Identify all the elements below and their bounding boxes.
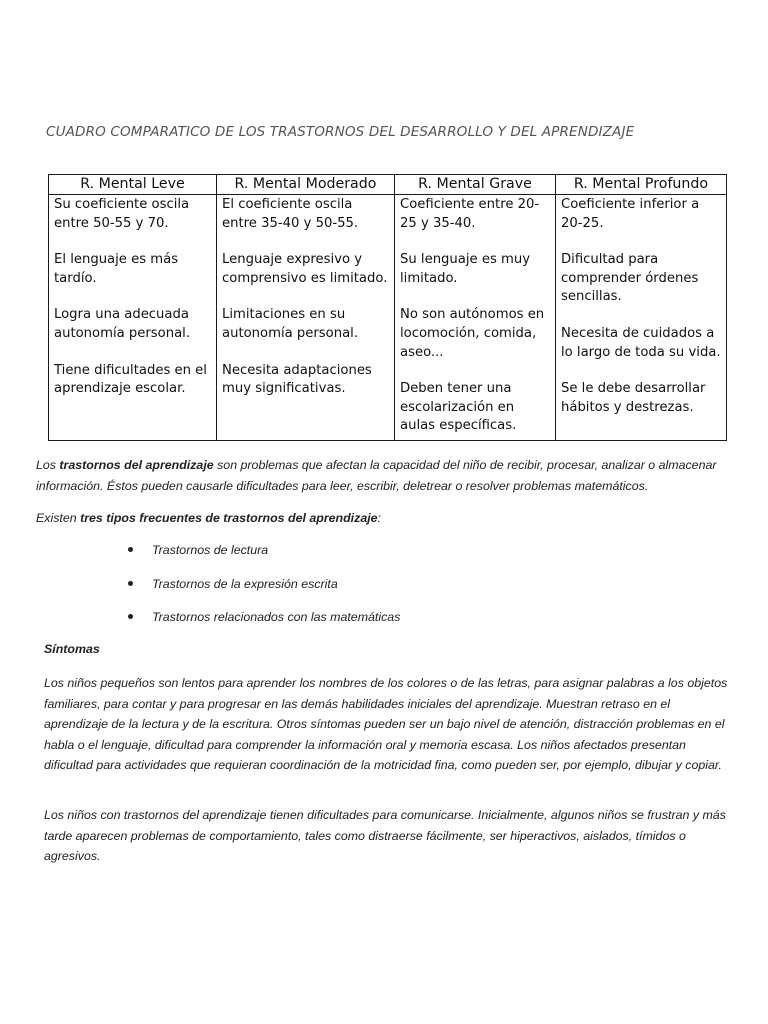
comparison-table: [48, 174, 727, 441]
document-title: CUADRO COMPARATICO DE LOS TRASTORNOS DEL DESARROLLO Y DEL APRENDIZAJE: [46, 124, 635, 140]
header-leve: R. Mental Leve: [49, 175, 217, 195]
header-grave: R. Mental Grave: [395, 175, 556, 195]
symptoms-heading: Síntomas: [44, 642, 100, 656]
bold-term: tres tipos frecuentes de trastornos del aprendizaje: [80, 511, 378, 525]
cell-item: Lenguaje expresivo y comprensivo es limitado.: [222, 252, 388, 286]
cell-item: Su lenguaje es muy limitado.: [400, 252, 531, 286]
table-row: [49, 195, 727, 441]
bullet-icon: [128, 581, 133, 586]
cell-item: Coeficiente entre 20-25 y 35-40.: [400, 197, 540, 231]
types-list: [128, 540, 400, 641]
cell-item: Coeficiente inferior a 20-25.: [561, 197, 700, 231]
cell-item: El lenguaje es más tardío.: [54, 252, 179, 286]
cell-item: Su coeficiente oscila entre 50-55 y 70.: [54, 197, 190, 231]
paragraph-definition: [36, 455, 736, 496]
bullet-icon: [128, 547, 133, 552]
list-item: [128, 574, 400, 608]
cell-leve: [49, 195, 217, 441]
list-item-label: Trastornos de la expresión escrita: [152, 576, 338, 591]
cell-item: Tiene dificultades en el aprendizaje escolar.: [54, 362, 207, 397]
cell-item: Deben tener una escolarización en aulas específicas.: [400, 381, 517, 434]
header-moderado: R. Mental Moderado: [217, 175, 395, 195]
table-header-row: [49, 175, 727, 195]
list-item-label: Trastornos de lectura: [152, 543, 269, 557]
cell-item: Logra una adecuada autonomía personal.: [54, 307, 191, 341]
cell-profundo: [556, 195, 727, 441]
cell-item: No son autónomos en locomoción, comida, aseo...: [400, 307, 545, 360]
bold-term: trastornos del aprendizaje: [59, 458, 214, 472]
text-span: son problemas que afectan la capacidad del niño de recibir, procesar, analizar o almacenar información. Éstos pueden causarle dificultades para leer, escribir, deletrear o resolver problemas matemáticos.: [36, 458, 717, 493]
cell-item: Necesita adaptaciones muy significativas.: [222, 362, 372, 397]
cell-item: Necesita de cuidados a lo largo de toda su vida.: [561, 325, 721, 360]
list-item: [128, 540, 400, 574]
cell-moderado: [217, 195, 395, 441]
text-span: Los: [36, 458, 60, 472]
cell-item: El coeficiente oscila entre 35-40 y 50-55.: [222, 197, 359, 231]
bullet-icon: [128, 614, 133, 619]
header-profundo: R. Mental Profundo: [556, 175, 727, 195]
paragraph-types-intro: [36, 508, 736, 529]
text-span: :: [377, 511, 381, 525]
paragraph-symptoms: Los niños pequeños son lentos para aprender los nombres de los colores o de las letras, para asignar palabras a los objetos familiares, para contar y para progresar en las demás habilidades iniciales del aprendizaje. Muestran retraso en el aprendizaje de la lectura y de la escritura. Otros síntomas pueden ser un bajo nivel de atención, distracción problemas en el habla o el lenguaje, dificultad para comprender la información oral y memoria escasa. Los niños afectados presentan dificultad para actividades que requieran coordinación de la motricidad fina, como pueden ser, por ejemplo, dibujar y copiar.: [44, 676, 728, 772]
list-item: [128, 607, 400, 641]
paragraph-communication: Los niños con trastornos del aprendizaje tienen dificultades para comunicarse. Inicialmente, algunos niños se frustran y más tarde aparecen problemas de comportamiento, tales como distraerse fácilmente, ser hiperactivos, aislados, tímidos o agresivos.: [44, 808, 726, 863]
cell-item: Dificultad para comprender órdenes sencillas.: [561, 252, 699, 305]
text-span: Existen: [36, 511, 81, 525]
cell-item: Se le debe desarrollar hábitos y destrezas.: [561, 381, 706, 415]
cell-item: Limitaciones en su autonomía personal.: [222, 307, 359, 341]
list-item-label: Trastornos relacionados con las matemáticas: [152, 610, 401, 624]
cell-grave: [395, 195, 556, 441]
